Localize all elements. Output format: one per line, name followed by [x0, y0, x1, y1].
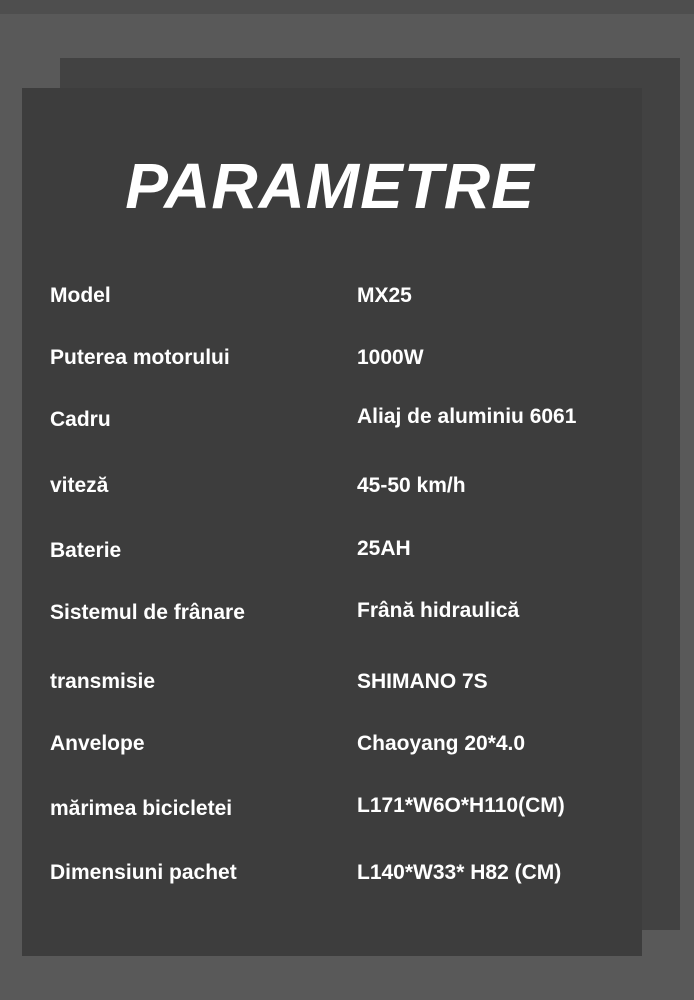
- param-label-frame: Cadru: [50, 408, 111, 431]
- param-value-battery: 25AH: [357, 537, 411, 560]
- param-label-model: Model: [50, 284, 111, 307]
- param-value-tires: Chaoyang 20*4.0: [357, 732, 526, 755]
- param-label-brake-system: Sistemul de frânare: [50, 601, 245, 624]
- param-label-motor-power: Puterea motorului: [50, 346, 230, 369]
- param-label-transmission: transmisie: [50, 670, 156, 693]
- param-value-transmission: SHIMANO 7S: [357, 670, 488, 693]
- param-value-motor-power: 1000W: [357, 346, 424, 369]
- top-strip: [0, 0, 694, 14]
- param-value-bike-size: L171*W6O*H110(CM): [357, 794, 565, 817]
- param-label-battery: Baterie: [50, 539, 122, 562]
- param-value-brake-system: Frână hidraulică: [357, 599, 520, 622]
- param-value-speed: 45-50 km/h: [357, 474, 466, 497]
- param-label-speed: viteză: [50, 474, 109, 497]
- param-value-model: MX25: [357, 284, 412, 307]
- param-label-tires: Anvelope: [50, 732, 145, 755]
- page-title: PARAMETRE: [125, 150, 535, 222]
- param-value-frame: Aliaj de aluminiu 6061: [357, 405, 577, 428]
- param-label-bike-size: mărimea bicicletei: [50, 797, 233, 820]
- param-value-package-size: L140*W33* H82 (CM): [357, 861, 562, 884]
- param-label-package-size: Dimensiuni pachet: [50, 861, 237, 884]
